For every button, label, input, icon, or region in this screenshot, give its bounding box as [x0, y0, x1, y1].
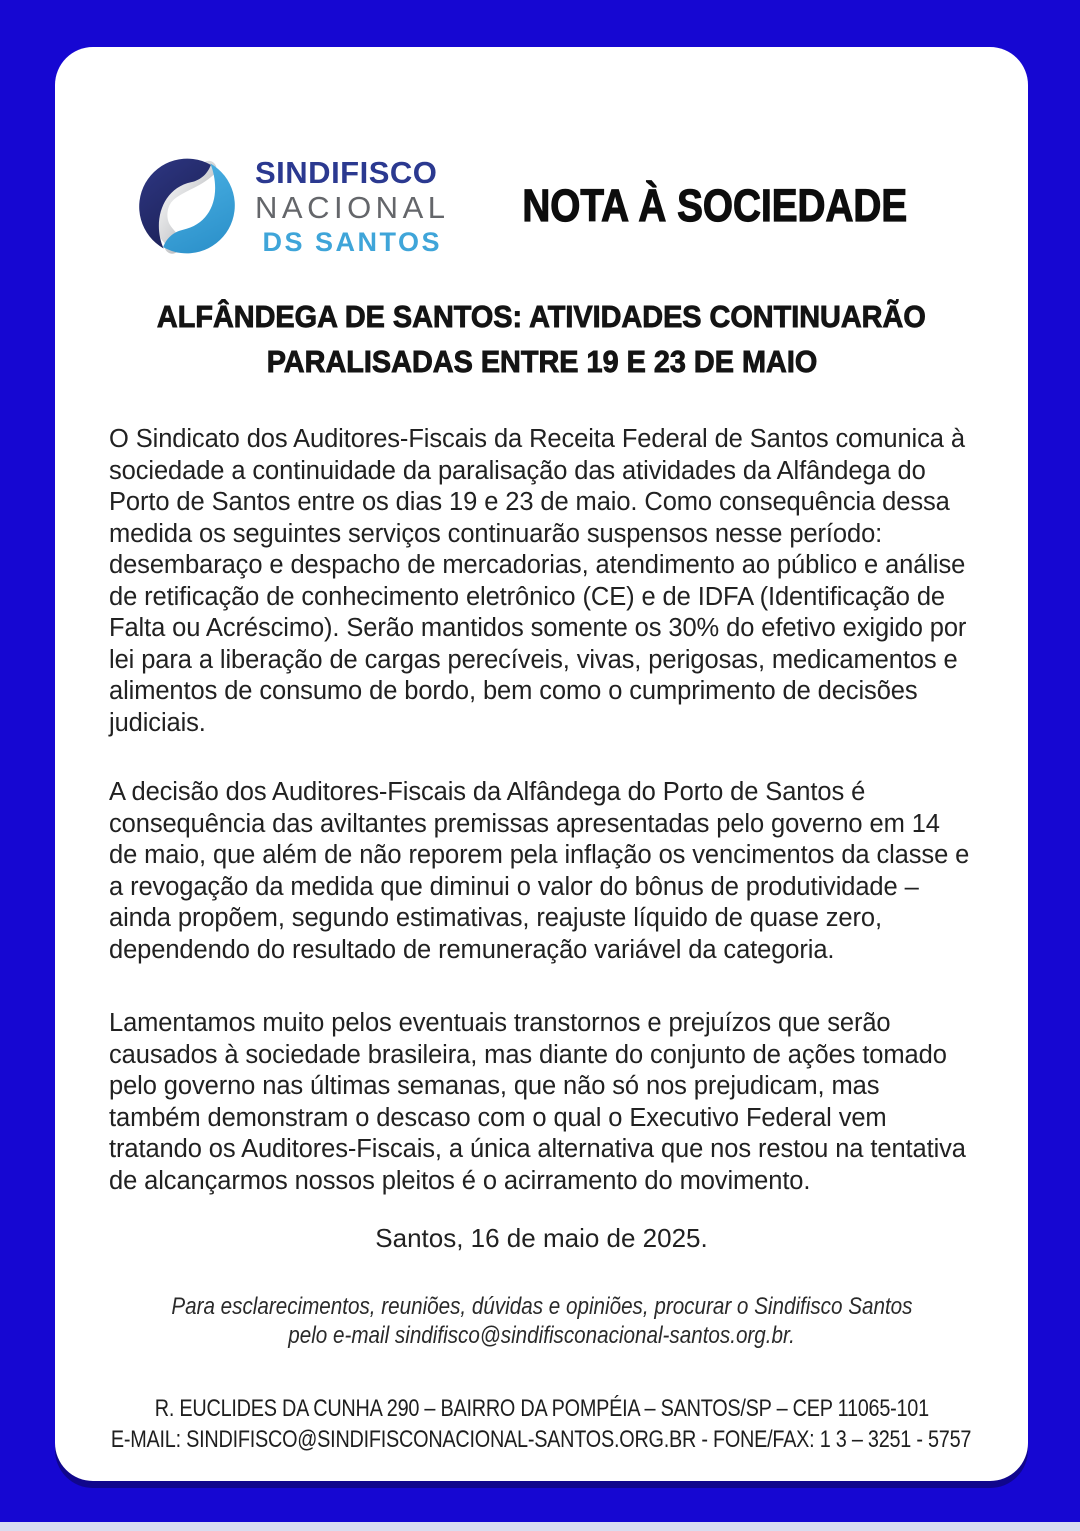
footer-contact: E-MAIL: SINDIFISCO@SINDIFISCONACIONAL-SANTOS.ORG.BR - FONE/FAX: 1 3 – 3251 - 5757	[111, 1426, 972, 1453]
brand-sindifisco: SINDIFISCO	[255, 154, 438, 190]
contact-note-line-2: pelo e-mail sindifisco@sindifisconacional-santos.org.br.	[288, 1322, 795, 1349]
note-title: NOTA À SOCIEDADE	[522, 180, 907, 231]
note-title-wrap	[455, 180, 974, 232]
paragraph-2: A decisão dos Auditores-Fiscais da Alfândega do Porto de Santos é consequência das aviltantes premissas apresentadas pelo governo em 14 de maio, que além de não reporem pela inflação os vencimentos da classe e a revogação da medida que diminui o valor do bônus de produtividade – ainda propõem, segundo estimativas, reajuste líquido de quase zero, dependendo do resultado de remuneração variável da categoria.	[109, 778, 970, 964]
date-line: Santos, 16 de maio de 2025.	[375, 1223, 708, 1253]
sindifisco-logo	[135, 149, 455, 263]
logo-wordmark	[255, 154, 450, 257]
footer	[109, 1393, 974, 1455]
headline-line-1: ALFÂNDEGA DE SANTOS: ATIVIDADES CONTINUARÃO	[157, 299, 926, 334]
notice-card	[55, 47, 1028, 1481]
contact-note-line-1: Para esclarecimentos, reuniões, dúvidas e opiniões, procurar o Sindifisco Santos	[170, 1293, 913, 1320]
bottom-edge-strip	[0, 1522, 1080, 1531]
logo-s-mark-icon	[135, 149, 239, 263]
notice-header	[109, 149, 974, 263]
headline	[109, 299, 974, 380]
paragraph-1: O Sindicato dos Auditores-Fiscais da Receita Federal de Santos comunica à sociedade a continuidade da paralisação das atividades da Alfândega do Porto de Santos entre os dias 19 e 23 de maio. Como consequência dessa medida os seguintes serviços continuarão suspensos nesse período: desembaraço e despacho de mercadorias, atendimento ao público e análise de retificação de conhecimento eletrônico (CE) e de IDFA (Identificação de Falta ou Acréscimo). Serão mantidos somente os 30% do efetivo exigido por lei para a liberação de cargas perecíveis, vivas, perigosas, medicamentos e alimentos de consumo de bordo, bem como o cumprimento de decisões judiciais.	[109, 425, 967, 737]
paragraph-3: Lamentamos muito pelos eventuais transtornos e prejuízos que serão causados à sociedade brasileira, mas diante do conjunto de ações tomado pelo governo nas últimas semanas, que não só nos prejudicam, mas também demonstram o descaso com o qual o Executivo Federal vem tratando os Auditores-Fiscais, a única alternativa que nos restou na tentativa de alcançarmos nossos pleitos é o acirramento do movimento.	[109, 1009, 966, 1195]
brand-nacional: NACIONAL	[255, 189, 450, 225]
contact-note	[109, 1292, 974, 1350]
headline-line-2: PARALISADAS ENTRE 19 E 23 DE MAIO	[266, 344, 817, 379]
footer-address: R. EUCLIDES DA CUNHA 290 – BAIRRO DA POMPÉIA – SANTOS/SP – CEP 11065-101	[154, 1395, 929, 1422]
brand-ds-santos: DS SANTOS	[262, 226, 442, 257]
